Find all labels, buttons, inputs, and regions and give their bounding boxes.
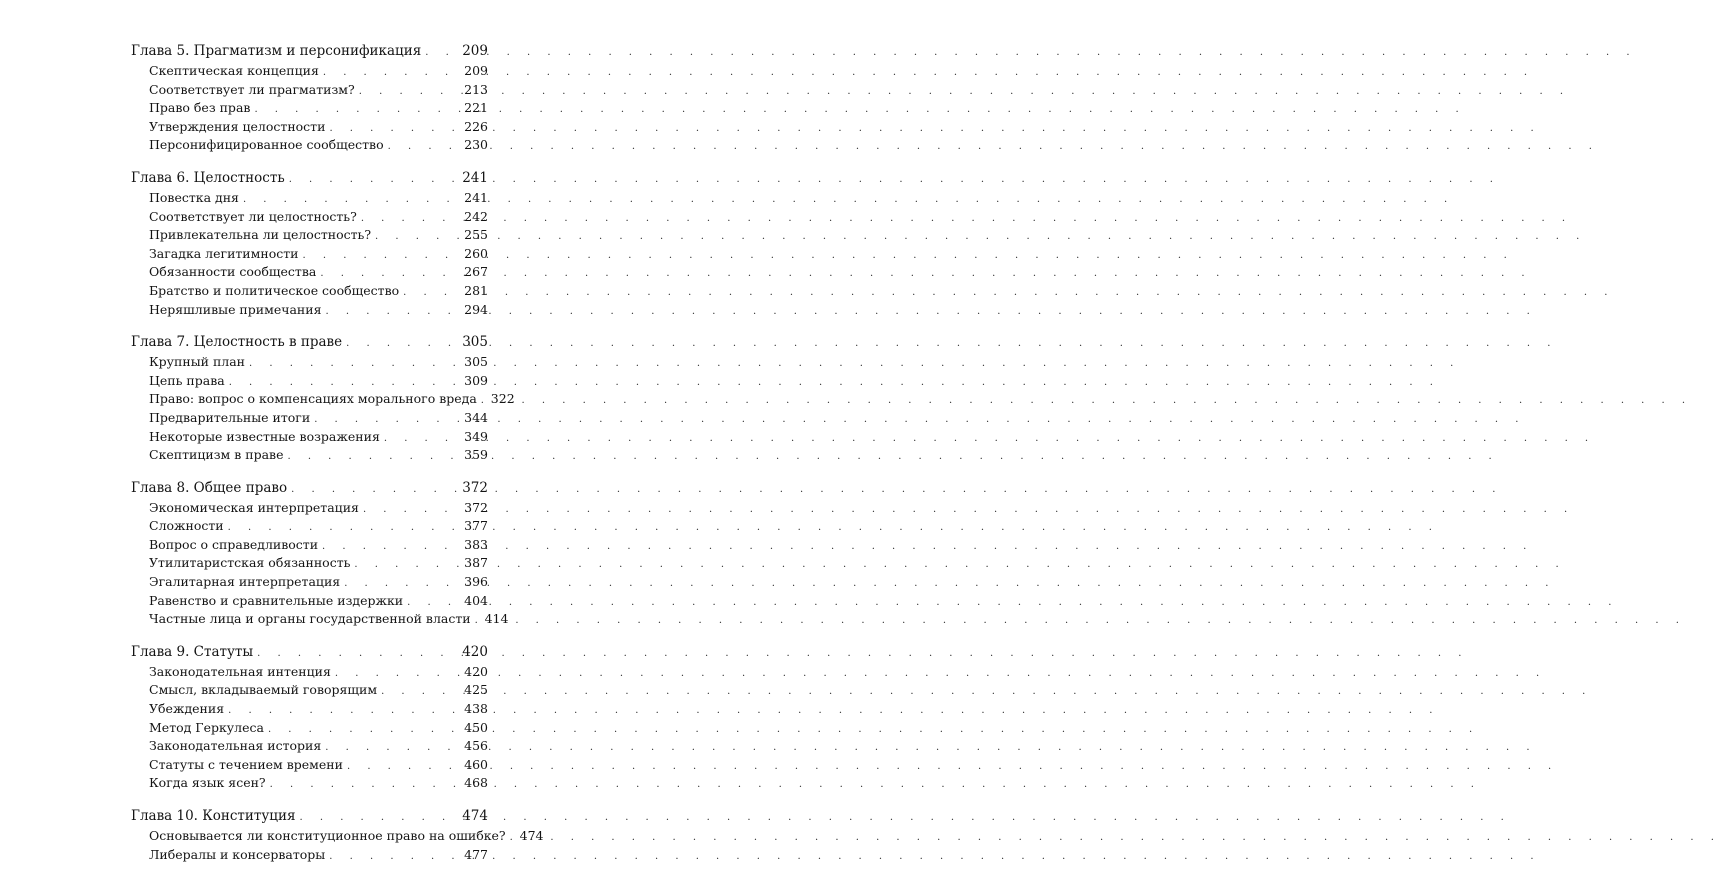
- chapter-page-number: 372: [462, 479, 488, 496]
- dot-leader: [354, 556, 460, 575]
- dot-leader: [299, 807, 458, 828]
- dot-leader: [359, 83, 460, 102]
- section-page-number: 438: [464, 701, 488, 717]
- toc-chapter: [131, 168, 488, 319]
- toc-section-entry: [131, 353, 488, 372]
- toc-section-entry: [131, 536, 488, 555]
- chapter-title: Глава 9. Статуты: [131, 643, 254, 660]
- toc-section-entry: [131, 499, 488, 518]
- section-page-number: 404: [464, 592, 488, 608]
- section-page-number: 450: [464, 719, 488, 735]
- section-page-number: 267: [464, 264, 488, 280]
- section-title: Либералы и консерваторы: [149, 846, 326, 862]
- toc-section-entry: [131, 372, 488, 391]
- toc-chapter: [131, 478, 509, 629]
- toc-section-entry: [131, 756, 488, 775]
- dot-leader: [510, 829, 516, 848]
- toc-section-entry: [131, 226, 488, 245]
- section-title: Сложности: [149, 518, 224, 534]
- section-page-number: 294: [464, 301, 488, 317]
- chapter-page-number: 474: [462, 808, 488, 824]
- toc-section-entry: [131, 282, 488, 301]
- section-title: Крупный план: [149, 354, 246, 370]
- toc-section-entry: [131, 263, 488, 282]
- toc-section-entry: [131, 592, 488, 611]
- section-title: Скептицизм в праве: [149, 447, 284, 463]
- section-page-number: 241: [464, 189, 488, 205]
- toc-section-entry: [131, 719, 488, 738]
- section-title: Повестка дня: [149, 189, 239, 205]
- dot-leader: [329, 848, 460, 867]
- section-page-number: 377: [464, 518, 488, 534]
- chapter-page-number: 420: [462, 643, 488, 660]
- table-of-contents: [131, 41, 544, 877]
- section-page-number: 221: [464, 100, 488, 116]
- section-page-number: 281: [464, 282, 488, 298]
- toc-section-entry: [131, 208, 488, 227]
- section-page-number: 420: [464, 663, 488, 679]
- section-title: Убеждения: [149, 701, 225, 717]
- dot-leader: [291, 479, 458, 500]
- dot-leader: [375, 228, 460, 247]
- chapter-page-number: 209: [462, 43, 488, 59]
- section-title: Статуты с течением времени: [149, 756, 343, 772]
- section-page-number: 230: [464, 137, 488, 153]
- dot-leader: [347, 758, 460, 777]
- toc-section-entry: [131, 390, 515, 409]
- section-page-number: 477: [464, 846, 488, 862]
- dot-leader: [363, 501, 460, 520]
- section-title: Цепь права: [149, 372, 225, 388]
- section-title: Утилитаристская обязанность: [149, 555, 351, 571]
- section-page-number: 387: [464, 555, 488, 571]
- toc-chapter-heading: [131, 332, 488, 353]
- toc-section-entry: [131, 409, 488, 428]
- chapter-title: Глава 8. Общее право: [131, 479, 288, 496]
- section-title: Братство и политическое сообщество: [149, 282, 400, 298]
- dot-leader: [326, 303, 461, 322]
- toc-section-entry: [131, 700, 488, 719]
- section-title: Обязанности сообщества: [149, 264, 317, 280]
- dot-leader: [475, 612, 481, 631]
- section-title: Право: вопрос о компенсациях морального вреда: [149, 391, 477, 407]
- section-page-number: 260: [464, 245, 488, 261]
- dot-leader: [425, 42, 458, 63]
- section-title: Утверждения целостности: [149, 118, 326, 134]
- toc-section-entry: [131, 774, 488, 793]
- section-title: Эгалитарная интерпретация: [149, 574, 341, 590]
- section-page-number: 242: [464, 208, 488, 224]
- section-title: Метод Геркулеса: [149, 719, 264, 735]
- section-page-number: 425: [464, 682, 488, 698]
- dot-leader: [257, 643, 458, 664]
- section-page-number: 213: [464, 81, 488, 97]
- toc-section-entry: [131, 663, 488, 682]
- section-page-number: 309: [464, 372, 488, 388]
- toc-section-entry: [131, 189, 488, 208]
- section-page-number: 349: [464, 428, 488, 444]
- chapter-title: Глава 5. Прагматизм и персонификация: [131, 43, 422, 59]
- section-page-number: 305: [464, 354, 488, 370]
- toc-section-entry: [131, 81, 488, 100]
- section-title: Неряшливые примечания: [149, 301, 322, 317]
- toc-section-entry: [131, 428, 488, 447]
- section-title: Законодательная история: [149, 738, 322, 754]
- section-page-number: 456: [464, 738, 488, 754]
- toc-chapter: [131, 332, 515, 465]
- dot-leader: [388, 138, 461, 157]
- chapter-title: Глава 10. Конституция: [131, 808, 296, 824]
- section-title: Смысл, вкладываемый говорящим: [149, 682, 378, 698]
- chapter-page-number: 241: [462, 169, 488, 186]
- toc-section-entry: [131, 827, 544, 846]
- toc-section-entry: [131, 846, 488, 865]
- toc-chapter: [131, 41, 488, 155]
- section-title: Соответствует ли прагматизм?: [149, 81, 355, 97]
- dot-leader: [346, 333, 458, 354]
- section-page-number: 460: [464, 756, 488, 772]
- dot-leader: [384, 430, 460, 449]
- section-page-number: 255: [464, 227, 488, 243]
- toc-section-entry: [131, 446, 488, 465]
- toc-section-entry: [131, 136, 488, 155]
- toc-section-entry: [131, 245, 488, 264]
- section-page-number: 474: [519, 828, 544, 843]
- section-page-number: 209: [464, 63, 488, 78]
- section-title: Когда язык ясен?: [149, 775, 266, 791]
- section-page-number: 396: [464, 574, 488, 590]
- chapter-title: Глава 6. Целостность: [131, 169, 285, 186]
- section-title: Право без прав: [149, 100, 251, 116]
- section-title: Законодательная интенция: [149, 663, 331, 679]
- toc-section-entry: [131, 610, 509, 629]
- toc-section-entry: [131, 573, 488, 592]
- dot-leader: [270, 776, 461, 795]
- section-page-number: 359: [464, 447, 488, 463]
- section-title: Экономическая интерпретация: [149, 499, 359, 515]
- section-page-number: 383: [464, 536, 488, 552]
- toc-section-entry: [131, 99, 488, 118]
- dot-leader: [381, 683, 460, 702]
- dot-leader: [361, 210, 460, 229]
- section-title: Скептическая концепция: [149, 63, 319, 78]
- dot-leader: [289, 169, 459, 190]
- section-title: Предварительные итоги: [149, 409, 311, 425]
- section-title: Загадка легитимности: [149, 245, 299, 261]
- section-page-number: 468: [464, 775, 488, 791]
- toc-chapter-heading: [131, 168, 488, 189]
- toc-section-entry: [131, 118, 488, 137]
- chapter-page-number: 305: [462, 334, 488, 351]
- toc-chapter-heading: [131, 642, 488, 663]
- section-page-number: 344: [464, 409, 488, 425]
- toc-chapter: [131, 642, 488, 793]
- toc-chapter-heading: [131, 478, 488, 499]
- toc-section-entry: [131, 62, 488, 81]
- section-page-number: 322: [490, 391, 515, 407]
- toc-section-entry: [131, 301, 488, 320]
- section-page-number: 414: [484, 611, 509, 627]
- toc-chapter: [131, 806, 544, 864]
- section-title: Некоторые известные возражения: [149, 428, 380, 444]
- section-title: Привлекательна ли целостность?: [149, 227, 372, 243]
- toc-section-entry: [131, 737, 488, 756]
- toc-chapter-heading: [131, 41, 488, 62]
- dot-leader: [287, 448, 460, 467]
- chapter-title: Глава 7. Целостность в праве: [131, 334, 343, 351]
- section-page-number: 226: [464, 118, 488, 134]
- dot-leader: [325, 739, 460, 758]
- section-page-number: 372: [464, 499, 488, 515]
- toc-section-entry: [131, 517, 488, 536]
- toc-section-entry: [131, 554, 488, 573]
- section-title: Основывается ли конституционное право на ошибке?: [149, 828, 506, 843]
- section-title: Частные лица и органы государственной власти: [149, 611, 471, 627]
- section-title: Равенство и сравнительные издержки: [149, 592, 404, 608]
- dot-leader: [403, 284, 460, 303]
- section-title: Персонифицированное сообщество: [149, 137, 384, 153]
- section-title: Соответствует ли целостность?: [149, 208, 357, 224]
- toc-chapter-heading: [131, 806, 488, 827]
- section-title: Вопрос о справедливости: [149, 536, 319, 552]
- dot-leader: [249, 355, 460, 374]
- dot-leader: [302, 247, 460, 266]
- toc-section-entry: [131, 681, 488, 700]
